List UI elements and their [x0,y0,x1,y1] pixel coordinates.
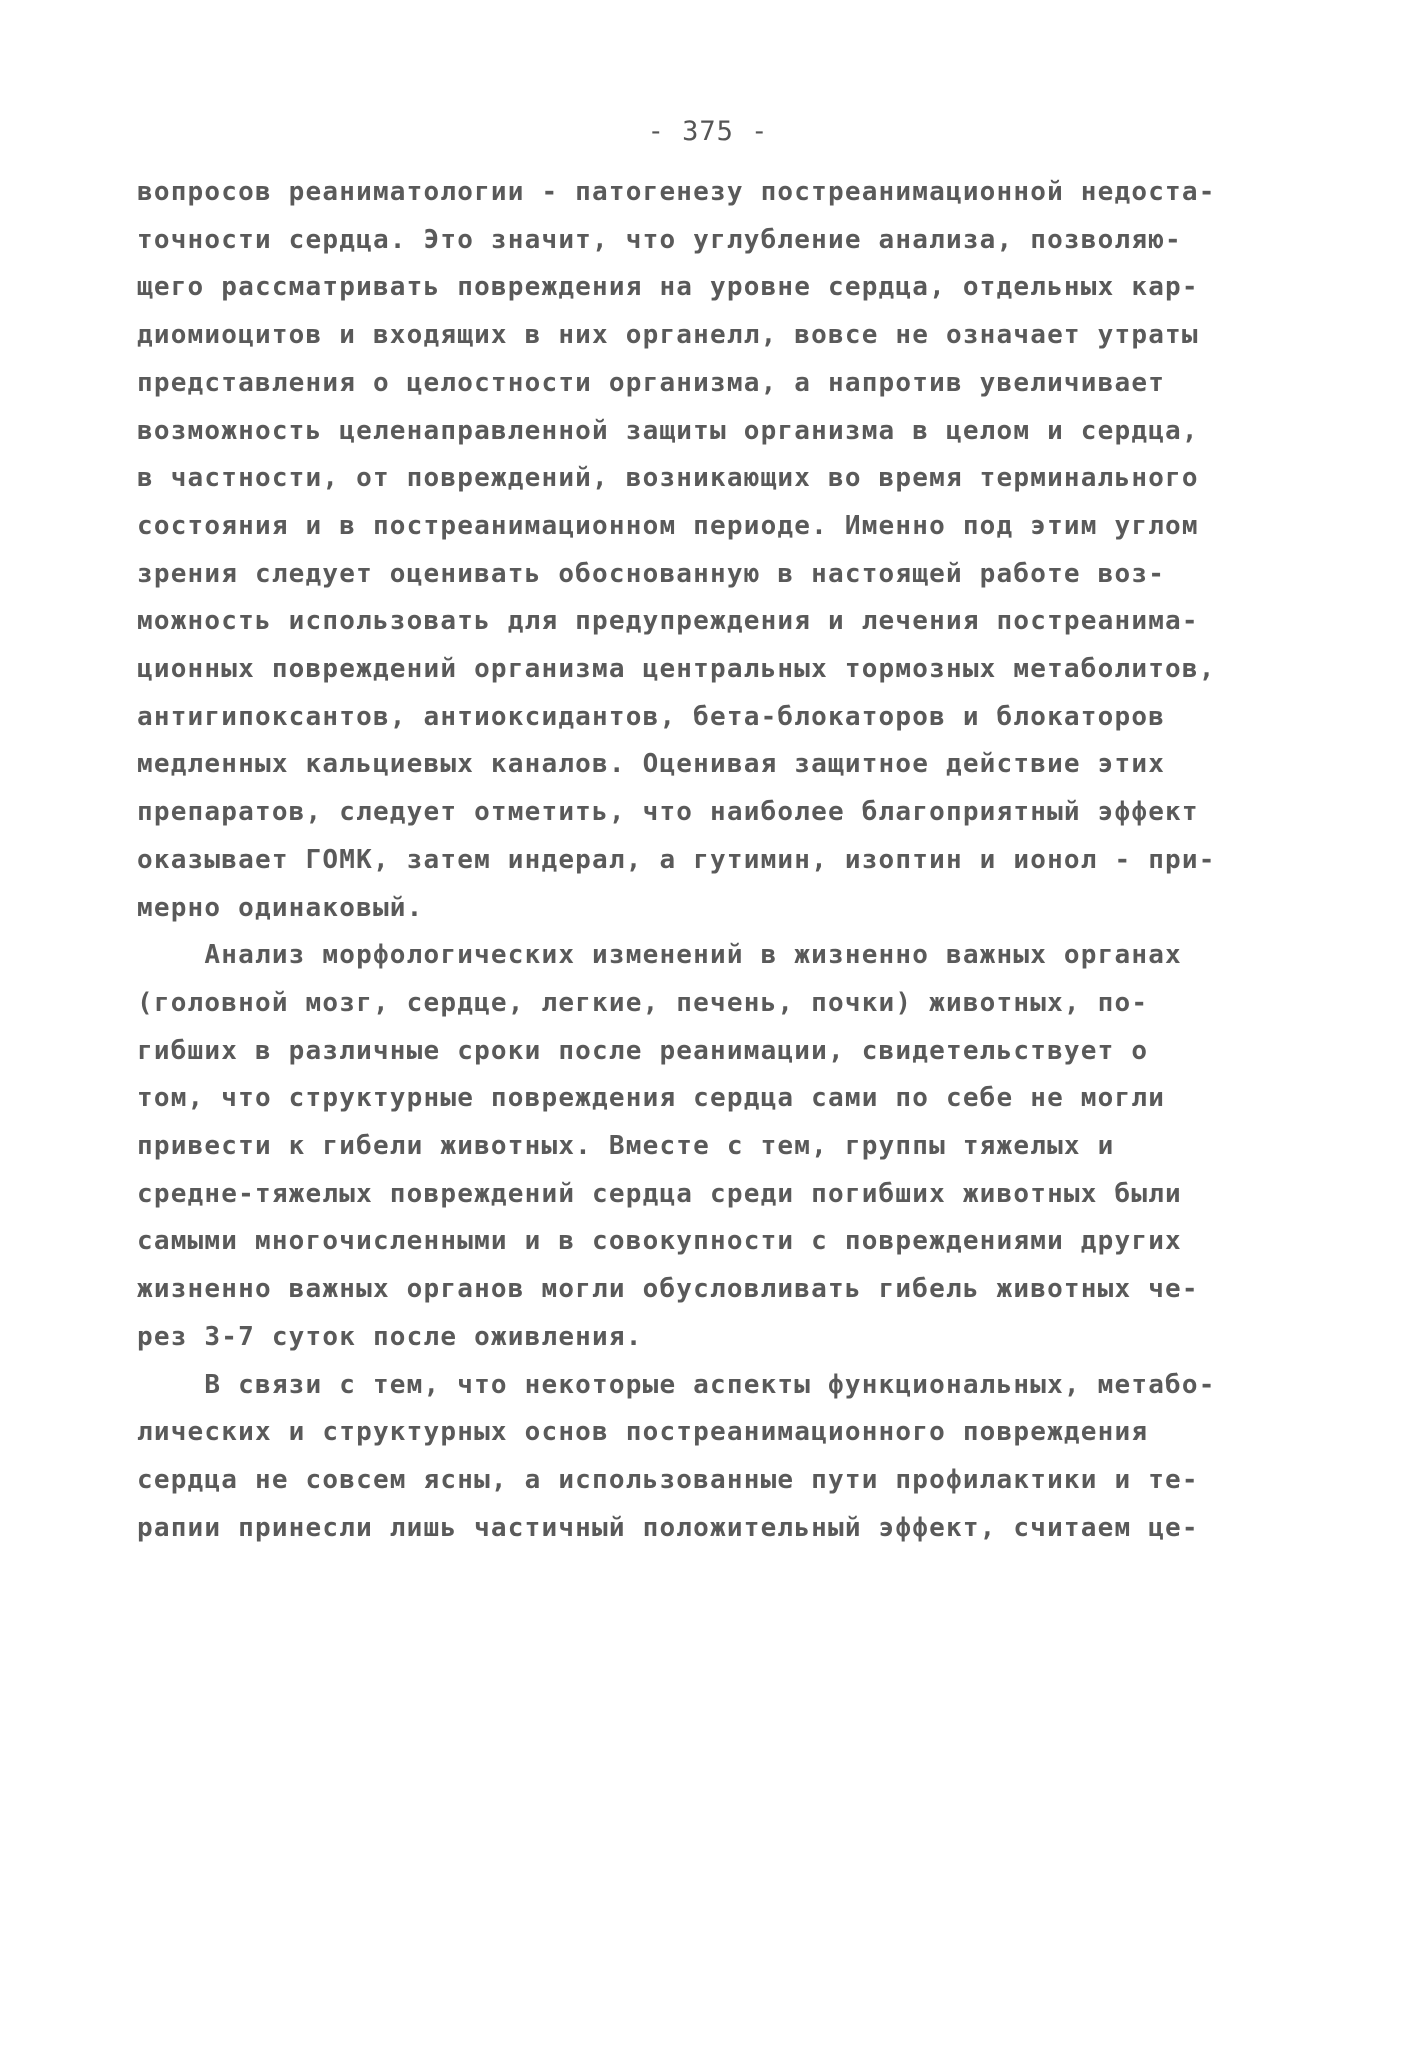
text-line: препаратов, следует отметить, что наиболее благоприятный эффект [137,797,1199,827]
text-line: средне-тяжелых повреждений сердца среди погибших животных были [137,1179,1182,1209]
text-line: представления о целостности организма, а напротив увеличивает [137,368,1166,398]
text-line: жизненно важных органов могли обусловливать гибель животных че- [137,1274,1199,1304]
text-line: лических и структурных основ постреанимационного повреждения [137,1417,1149,1447]
text-line: том, что структурные повреждения сердца сами по себе не могли [137,1083,1166,1113]
page-number: - 375 - [647,116,769,147]
text-line: антигипоксантов, антиоксидантов, бета-блокаторов и блокаторов [137,702,1166,732]
text-line: привести к гибели животных. Вместе с тем, группы тяжелых и [137,1131,1115,1161]
text-line: зрения следует оценивать обоснованную в настоящей работе воз- [137,559,1166,589]
text-line: В связи с тем, что некоторые аспекты функциональных, метабо- [137,1370,1216,1400]
text-line: ционных повреждений организма центральных тормозных метаболитов, [137,654,1216,684]
text-line: медленных кальциевых каналов. Оценивая защитное действие этих [137,749,1166,779]
text-line: рапии принесли лишь частичный положительный эффект, считаем це- [137,1513,1199,1543]
text-line: возможность целенаправленной защиты организма в целом и сердца, [137,416,1199,446]
text-line: самыми многочисленными и в совокупности с повреждениями других [137,1226,1182,1256]
text-line: Анализ морфологических изменений в жизненно важных органах [137,940,1182,970]
text-line: сердца не совсем ясны, а использованные пути профилактики и те- [137,1465,1199,1495]
text-line: состояния и в постреанимационном периоде. Именно под этим углом [137,511,1199,541]
text-line: оказывает ГОМК, затем индерал, а гутимин, изоптин и ионол - при- [137,845,1216,875]
text-line: вопросов реаниматологии - патогенезу постреанимационной недоста- [137,177,1216,207]
text-line: рез 3-7 суток после оживления. [137,1322,643,1352]
text-line: диомиоцитов и входящих в них органелл, вовсе не означает утраты [137,320,1199,350]
text-line: щего рассматривать повреждения на уровне сердца, отдельных кар- [137,272,1199,302]
text-line: точности сердца. Это значит, что углубление анализа, позволяю- [137,225,1182,255]
text-line: мерно одинаковый. [137,893,424,923]
text-line: в частности, от повреждений, возникающих во время терминального [137,463,1199,493]
text-line: можность использовать для предупреждения и лечения постреанима- [137,606,1199,636]
text-line: гибших в различные сроки после реанимации, свидетельствует о [137,1036,1149,1066]
text-line: (головной мозг, сердце, легкие, печень, почки) животных, по- [137,988,1149,1018]
